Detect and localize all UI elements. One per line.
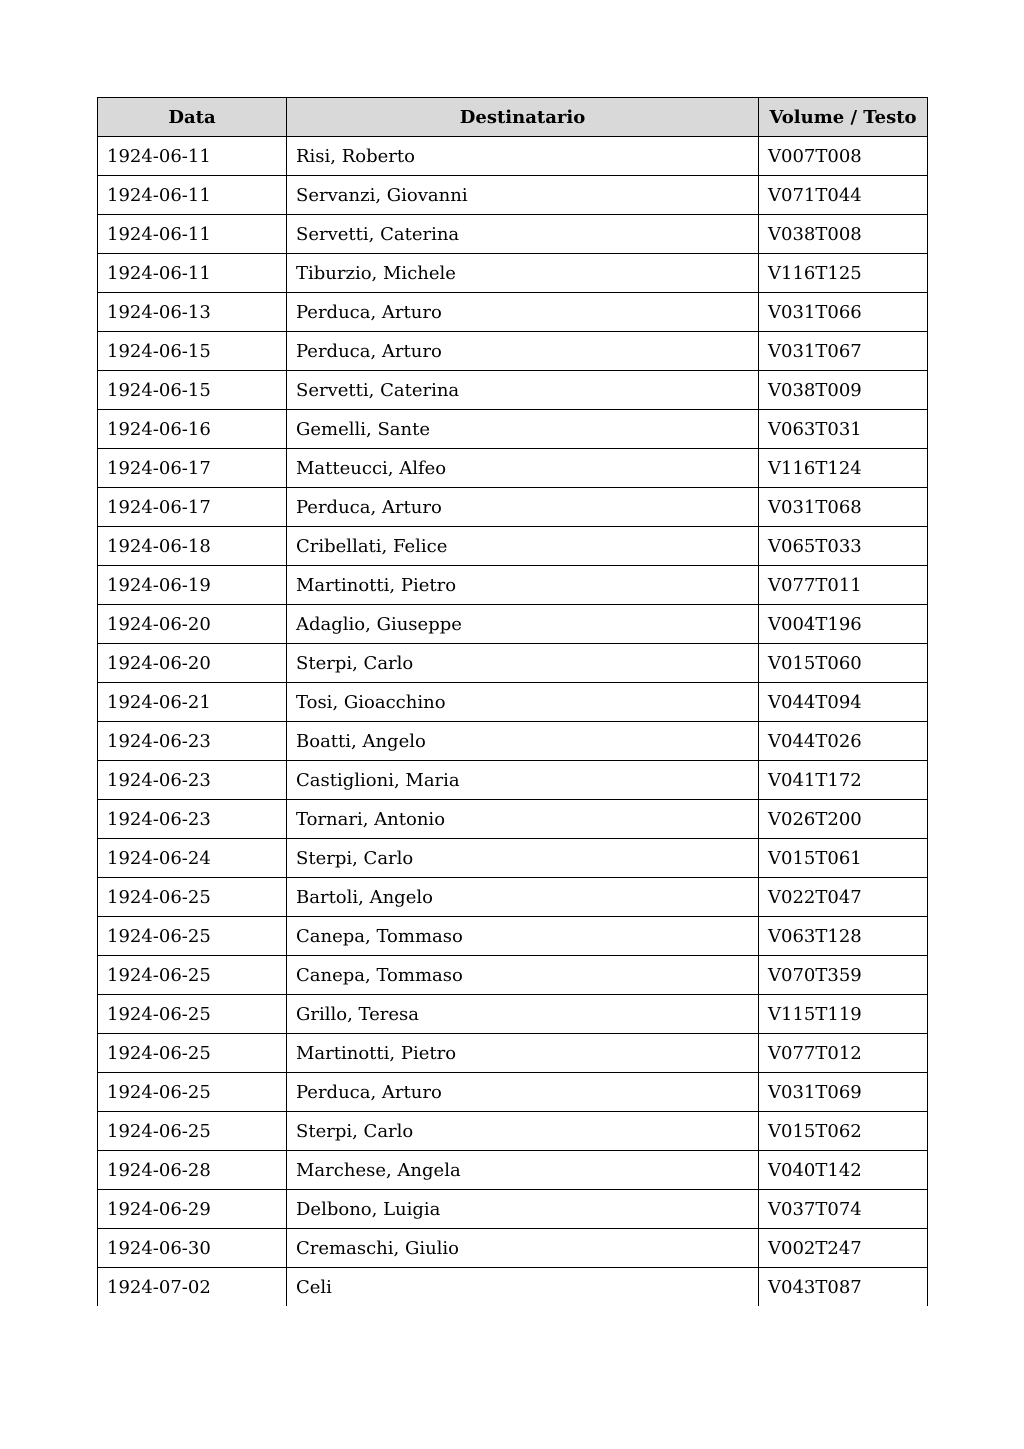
table-row <box>98 176 928 215</box>
cell-recipient: Bartoli, Angelo <box>287 878 759 917</box>
cell-volume-text: V063T128 <box>759 917 928 956</box>
cell-recipient: Perduca, Arturo <box>287 1073 759 1112</box>
cell-recipient: Perduca, Arturo <box>287 293 759 332</box>
cell-recipient: Servetti, Caterina <box>287 215 759 254</box>
cell-recipient: Servanzi, Giovanni <box>287 176 759 215</box>
cell-recipient: Sterpi, Carlo <box>287 1112 759 1151</box>
table-row <box>98 410 928 449</box>
cell-volume-text: V071T044 <box>759 176 928 215</box>
cell-volume-text: V026T200 <box>759 800 928 839</box>
cell-volume-text: V063T031 <box>759 410 928 449</box>
table-row <box>98 293 928 332</box>
table-row <box>98 1268 928 1307</box>
cell-volume-text: V038T008 <box>759 215 928 254</box>
cell-volume-text: V022T047 <box>759 878 928 917</box>
table-row <box>98 800 928 839</box>
cell-volume-text: V044T026 <box>759 722 928 761</box>
table-row <box>98 1229 928 1268</box>
cell-recipient: Martinotti, Pietro <box>287 566 759 605</box>
cell-date: 1924-06-25 <box>98 1112 287 1151</box>
cell-volume-text: V037T074 <box>759 1190 928 1229</box>
cell-date: 1924-06-21 <box>98 683 287 722</box>
cell-volume-text: V007T008 <box>759 137 928 176</box>
cell-volume-text: V065T033 <box>759 527 928 566</box>
table-row <box>98 215 928 254</box>
cell-volume-text: V116T125 <box>759 254 928 293</box>
cell-date: 1924-06-23 <box>98 761 287 800</box>
cell-volume-text: V015T062 <box>759 1112 928 1151</box>
cell-recipient: Grillo, Teresa <box>287 995 759 1034</box>
table-row <box>98 839 928 878</box>
cell-volume-text: V015T061 <box>759 839 928 878</box>
table-row <box>98 917 928 956</box>
cell-date: 1924-06-11 <box>98 215 287 254</box>
cell-date: 1924-06-20 <box>98 605 287 644</box>
cell-recipient: Tiburzio, Michele <box>287 254 759 293</box>
table-body <box>98 137 928 1307</box>
letters-table <box>97 97 928 1306</box>
cell-date: 1924-06-18 <box>98 527 287 566</box>
cell-volume-text: V031T066 <box>759 293 928 332</box>
cell-volume-text: V031T068 <box>759 488 928 527</box>
table-row <box>98 1073 928 1112</box>
cell-volume-text: V038T009 <box>759 371 928 410</box>
cell-recipient: Tosi, Gioacchino <box>287 683 759 722</box>
cell-date: 1924-06-24 <box>98 839 287 878</box>
cell-volume-text: V116T124 <box>759 449 928 488</box>
header-volume-text: Volume / Testo <box>759 98 928 137</box>
cell-volume-text: V002T247 <box>759 1229 928 1268</box>
cell-recipient: Risi, Roberto <box>287 137 759 176</box>
cell-date: 1924-06-15 <box>98 371 287 410</box>
cell-recipient: Marchese, Angela <box>287 1151 759 1190</box>
cell-date: 1924-06-11 <box>98 254 287 293</box>
cell-date: 1924-06-20 <box>98 644 287 683</box>
cell-recipient: Adaglio, Giuseppe <box>287 605 759 644</box>
cell-recipient: Perduca, Arturo <box>287 488 759 527</box>
cell-volume-text: V077T012 <box>759 1034 928 1073</box>
table-row <box>98 722 928 761</box>
cell-date: 1924-06-25 <box>98 956 287 995</box>
cell-recipient: Canepa, Tommaso <box>287 956 759 995</box>
cell-recipient: Castiglioni, Maria <box>287 761 759 800</box>
cell-recipient: Cremaschi, Giulio <box>287 1229 759 1268</box>
cell-date: 1924-06-11 <box>98 176 287 215</box>
table-header <box>98 98 928 137</box>
table-row <box>98 956 928 995</box>
table-row <box>98 644 928 683</box>
cell-recipient: Perduca, Arturo <box>287 332 759 371</box>
cell-date: 1924-06-28 <box>98 1151 287 1190</box>
cell-recipient: Sterpi, Carlo <box>287 839 759 878</box>
cell-recipient: Gemelli, Sante <box>287 410 759 449</box>
cell-recipient: Matteucci, Alfeo <box>287 449 759 488</box>
cell-recipient: Sterpi, Carlo <box>287 644 759 683</box>
cell-date: 1924-06-25 <box>98 878 287 917</box>
table-row <box>98 1151 928 1190</box>
table-row <box>98 995 928 1034</box>
cell-recipient: Cribellati, Felice <box>287 527 759 566</box>
table-row <box>98 1112 928 1151</box>
cell-recipient: Canepa, Tommaso <box>287 917 759 956</box>
cell-recipient: Tornari, Antonio <box>287 800 759 839</box>
table-row <box>98 371 928 410</box>
cell-date: 1924-06-30 <box>98 1229 287 1268</box>
cell-volume-text: V043T087 <box>759 1268 928 1307</box>
header-row <box>98 98 928 137</box>
cell-volume-text: V004T196 <box>759 605 928 644</box>
cell-volume-text: V015T060 <box>759 644 928 683</box>
cell-volume-text: V040T142 <box>759 1151 928 1190</box>
cell-date: 1924-06-19 <box>98 566 287 605</box>
header-date: Data <box>98 98 287 137</box>
cell-volume-text: V044T094 <box>759 683 928 722</box>
cell-date: 1924-06-15 <box>98 332 287 371</box>
cell-date: 1924-07-02 <box>98 1268 287 1307</box>
cell-recipient: Servetti, Caterina <box>287 371 759 410</box>
cell-date: 1924-06-23 <box>98 800 287 839</box>
table-row <box>98 605 928 644</box>
cell-date: 1924-06-25 <box>98 1073 287 1112</box>
cell-date: 1924-06-11 <box>98 137 287 176</box>
cell-recipient: Celi <box>287 1268 759 1307</box>
table-row <box>98 449 928 488</box>
cell-date: 1924-06-29 <box>98 1190 287 1229</box>
table-row <box>98 488 928 527</box>
table-row <box>98 566 928 605</box>
cell-recipient: Delbono, Luigia <box>287 1190 759 1229</box>
table-row <box>98 1034 928 1073</box>
cell-volume-text: V041T172 <box>759 761 928 800</box>
table-row <box>98 761 928 800</box>
table-row <box>98 332 928 371</box>
table-row <box>98 683 928 722</box>
cell-date: 1924-06-17 <box>98 488 287 527</box>
table-row <box>98 878 928 917</box>
cell-date: 1924-06-25 <box>98 917 287 956</box>
cell-volume-text: V031T069 <box>759 1073 928 1112</box>
table-row <box>98 1190 928 1229</box>
cell-date: 1924-06-25 <box>98 995 287 1034</box>
cell-date: 1924-06-16 <box>98 410 287 449</box>
cell-volume-text: V070T359 <box>759 956 928 995</box>
table-row <box>98 137 928 176</box>
cell-volume-text: V031T067 <box>759 332 928 371</box>
cell-recipient: Boatti, Angelo <box>287 722 759 761</box>
cell-date: 1924-06-13 <box>98 293 287 332</box>
cell-date: 1924-06-25 <box>98 1034 287 1073</box>
cell-volume-text: V115T119 <box>759 995 928 1034</box>
table-row <box>98 527 928 566</box>
cell-volume-text: V077T011 <box>759 566 928 605</box>
cell-date: 1924-06-17 <box>98 449 287 488</box>
cell-date: 1924-06-23 <box>98 722 287 761</box>
header-recipient: Destinatario <box>287 98 759 137</box>
table-row <box>98 254 928 293</box>
cell-recipient: Martinotti, Pietro <box>287 1034 759 1073</box>
